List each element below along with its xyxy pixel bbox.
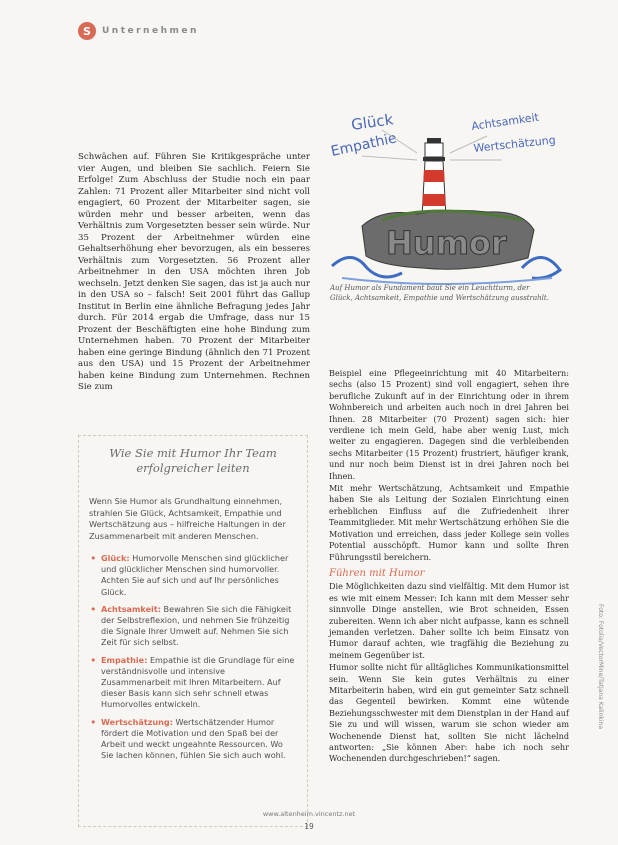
list-item-text: Bewahren Sie sich die Fähigkeit der Selbstreflexion, und nehmen Sie frühzeitig die Signale Ihrer Umwelt auf. Nehmen Sie sich Zeit für sich selbst. [101, 603, 292, 648]
info-box-intro: Wenn Sie Humor als Grundhaltung einnehmen, strahlen Sie Glück, Achtsamkeit, Empathie und Wertschätzung aus – hilfreiche Haltungen in der Zusammenarbeit mit anderen Menschen. [89, 496, 286, 541]
illustration-caption: Auf Humor als Fundament baut Sie ein Leuchtturm, der Glück, Achtsamkeit, Empathie und Wertschätzung ausstrahlt. [330, 284, 549, 302]
list-item-text: Humorvolle Menschen sind glücklicher und glücklicher Menschen sind humorvoller. Achten Sie auf sich und auf Ihr persönliches Glück. [101, 553, 289, 597]
illustration-word-achtsamkeit: Achtsamkeit [470, 110, 540, 133]
info-box [78, 435, 308, 827]
article-column-left [78, 152, 310, 394]
footer-url: www.altenheim.vincentz.net [262, 810, 356, 818]
article-paragraph: Schwächen auf. Führen Sie Kritikgespräche unter vier Augen, und bleiben Sie sachlich. Feiern Sie Erfolge! Zum Abschluss der Studie noch ein paar Zahlen: 71 Prozent aller Mitarbeiter sind nicht voll engagiert, 60 Prozent der Mitarbeiter sagen, sie würden mehr und besser arbeiten, wenn das Verhältnis zum Vorgesetzten besser sein würde. Nur 35 Prozent der Arbeitnehmer würden eine Gehaltserhöhung eher bevorzugen, als ein besseres Verhältnis zum Vorgesetzten. 56 Prozent aller Arbeitnehmer in den USA möchten ihren Job wechseln. Jetzt denken Sie sagen, das ist ja auch nur in den USA so – falsch! Seit 2001 führt das Gallup Institut in Berlin eine ähnliche Befragung jedes Jahr durch. Für 2014 ergab die Umfrage, dass nur 15 Prozent der Beschäftigten eine hohe Bindung zum Unternehmen haben. 70 Prozent der Mitarbeiter haben eine geringe Bindung (ähnlich den 71 Prozent aus den USA) und 15 Prozent der Arbeitnehmer haben keine Bindung zum Unternehmen. Rechnen Sie zum [78, 152, 310, 392]
list-item [89, 553, 295, 598]
page-header [78, 22, 199, 40]
list-item-term: Wertschätzung: [101, 716, 173, 727]
article-paragraph: Beispiel eine Pflegeeinrichtung mit 40 Mitarbeitern: sechs (also 15 Prozent) sind voll engagiert, sehen ihre berufliche Zukunft auf in der Einrichtung oder in ihrem Wohnbereich und arbeiten auch noch in drei Jahren bei Ihnen. 28 Mitarbeiter (70 Prozent) sagen sich: hier verdiene ich mein Geld, habe aber wenig Lust, mich weiter zu engagieren. Dagegen sind die verbleibenden sechs Mitarbeiter (15 Prozent) frustriert, häufiger krank, und nur noch beim Dienst ist in drei Jahren noch bei Ihnen. [329, 368, 569, 481]
lighthouse-illustration [322, 108, 570, 288]
section-badge: S [78, 22, 96, 40]
list-item [89, 604, 295, 649]
info-box-title: Wie Sie mit Humor Ihr Team erfolgreicher leiten [109, 446, 277, 475]
list-item-term: Glück: [101, 553, 130, 563]
lighthouse [422, 138, 446, 218]
section-label: Unternehmen [102, 26, 199, 36]
list-item [89, 655, 295, 711]
list-item-term: Empathie: [101, 654, 148, 665]
illustration-word-glueck: Glück [350, 110, 395, 134]
article-subheading: Führen mit Humor [329, 567, 425, 579]
photo-credit-text: Foto: Fotolia/VectorMine/Tatjana Kalinkina [597, 604, 604, 729]
illustration-word-wertschaetzung: Wertschätzung [472, 133, 557, 155]
article-paragraph: Die Möglichkeiten dazu sind vielfältig. Mit dem Humor ist es wie mit einem Messer: Ich kann mit dem Messer sehr sinnvolle Dinge anstellen, wie Brot schneiden, Essen zubereiten. Wenn ich aber nicht aufpasse, kann es schnell jemanden verletzen. Daher sollte ich beim Einsatz von Humor darauf achten, wie tragfähig die Beziehung zu meinem Gegenüber ist. [329, 581, 569, 660]
list-item-term: Achtsamkeit: [101, 603, 161, 614]
info-box-list [89, 553, 295, 767]
photo-credit [596, 604, 606, 804]
page-number: 19 [304, 822, 314, 831]
illustration-word-empathie: Empathie [329, 130, 399, 160]
list-item-text: Empathie ist die Grundlage für eine verständnisvolle und intensive Zusammenarbeit mit Ihren Mitarbeitern. Auf dieser Basis kann sich sehr schnell etwas Humorvolles entwickeln. [101, 654, 295, 710]
article-paragraph: Mit mehr Wertschätzung, Achtsamkeit und Empathie haben Sie als Leitung der Sozialen Einrichtung einen erheblichen Einfluss auf die Zufriedenheit ihrer Teammitglieder. Mit mehr Wertschätzung erhöhen Sie die Motivation und erreichen, dass jeder Kollege sein volles Potential ausschöpft. Humor kann und sollte Ihren Führungsstil bereichern. [329, 483, 569, 562]
list-item [89, 717, 295, 762]
article-paragraph: Humor sollte nicht für alltägliches Kommunikationsmittel sein. Wenn Sie kein gutes Verhältnis zu einer Mitarbeiterin haben, wird ein gut gemeinter Satz schnell das Gegenteil bewirken. Kommt eine wütende Beziehungsschwester mit dem Dienstplan in der Hand auf Sie zu und will wissen, warum sie schon wieder am Wochenende Dienst hat, sollten Sie nicht lächelnd antworten: „Sie können Aber: habe ich noch sehr Wochenenden durchgeschrieben!“ sagen. [329, 662, 569, 764]
illustration-word-humor: Humor [386, 224, 507, 262]
article-column-right [329, 368, 569, 766]
list-item-text: Wertschätzender Humor fördert die Motivation und den Spaß bei der Arbeit und weckt ungeahnte Ressourcen. Wo Sie lachen können, fühlen Sie sich auch wohl. [101, 716, 286, 761]
